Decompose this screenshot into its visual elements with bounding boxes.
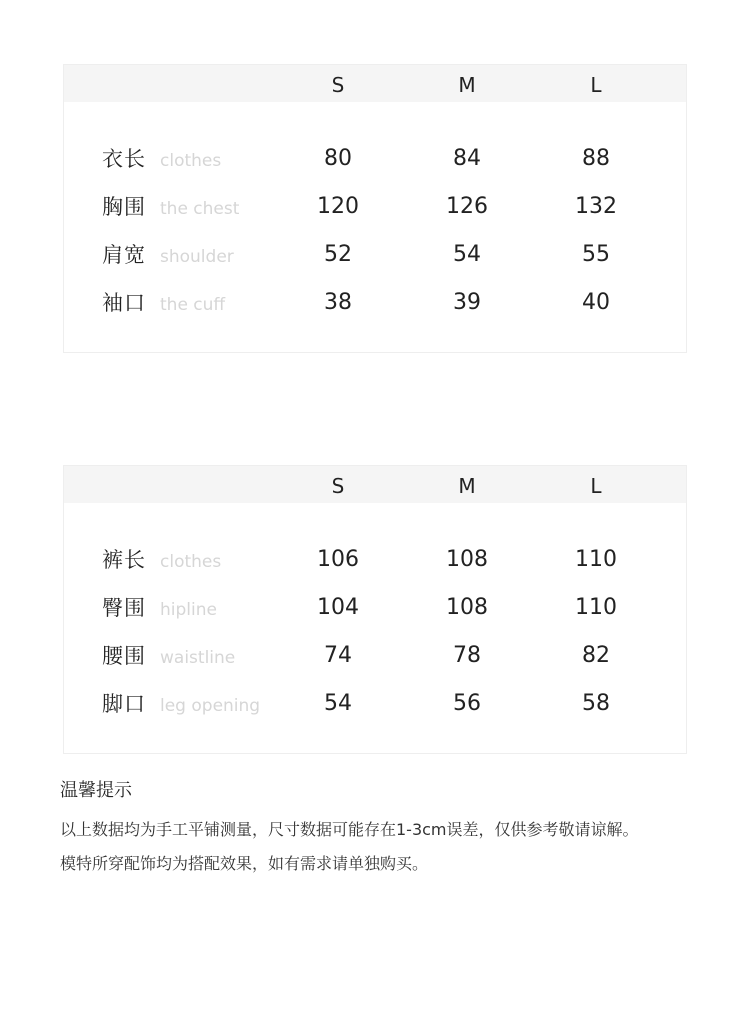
notes-line-measurement: 以上数据均为手工平铺测量，尺寸数据可能存在1-3cm误差，仅供参考敬请谅解。 (60, 820, 639, 839)
table-row (64, 279, 686, 327)
size-header-m: M (458, 73, 476, 97)
value-l: 40 (582, 290, 610, 315)
size-header-s: S (331, 73, 345, 97)
table-row (64, 632, 686, 680)
value-m: 108 (446, 595, 488, 620)
row-label-en: the cuff (160, 295, 226, 315)
size-header-m: M (458, 474, 476, 498)
row-label-en: leg opening (160, 696, 261, 716)
table-row (64, 183, 686, 231)
value-s: 80 (324, 146, 352, 171)
value-l: 110 (575, 595, 617, 620)
value-l: 82 (582, 643, 610, 668)
value-m: 54 (453, 242, 481, 267)
value-s: 120 (317, 194, 359, 219)
row-label-cn: 肩宽 (102, 243, 146, 267)
row-label-cn: 脚口 (102, 692, 146, 716)
value-l: 110 (575, 547, 617, 572)
notes-title: 温馨提示 (60, 780, 132, 801)
value-l: 55 (582, 242, 610, 267)
notes-line-accessories: 模特所穿配饰均为搭配效果，如有需求请单独购买。 (60, 854, 429, 873)
table-header (64, 466, 686, 503)
row-label-cn: 腰围 (102, 644, 146, 668)
size-header-l: L (590, 474, 602, 498)
row-label-en: waistline (160, 648, 236, 668)
value-m: 78 (453, 643, 481, 668)
value-m: 39 (453, 290, 481, 315)
value-m: 84 (453, 146, 481, 171)
table-row (64, 231, 686, 279)
table-row (64, 584, 686, 632)
row-label-cn: 裤长 (102, 548, 146, 572)
value-s: 54 (324, 691, 352, 716)
top-size-table (63, 64, 687, 353)
bottom-size-table (63, 465, 687, 754)
value-m: 56 (453, 691, 481, 716)
value-s: 104 (317, 595, 359, 620)
value-s: 106 (317, 547, 359, 572)
size-header-l: L (590, 73, 602, 97)
value-m: 126 (446, 194, 488, 219)
table-row (64, 536, 686, 584)
row-label-cn: 胸围 (102, 195, 146, 219)
row-label-en: clothes (160, 151, 222, 171)
row-label-cn: 衣长 (102, 147, 146, 171)
value-m: 108 (446, 547, 488, 572)
value-s: 74 (324, 643, 352, 668)
size-header-s: S (331, 474, 345, 498)
row-label-en: clothes (160, 552, 222, 572)
row-label-en: the chest (160, 199, 240, 219)
value-l: 88 (582, 146, 610, 171)
row-label-cn: 袖口 (102, 291, 146, 315)
row-label-en: shoulder (160, 247, 234, 267)
table-header (64, 65, 686, 102)
row-label-cn: 臀围 (102, 596, 146, 620)
row-label-en: hipline (160, 600, 217, 620)
value-s: 52 (324, 242, 352, 267)
value-l: 58 (582, 691, 610, 716)
table-row (64, 680, 686, 728)
value-l: 132 (575, 194, 617, 219)
table-row (64, 135, 686, 183)
value-s: 38 (324, 290, 352, 315)
